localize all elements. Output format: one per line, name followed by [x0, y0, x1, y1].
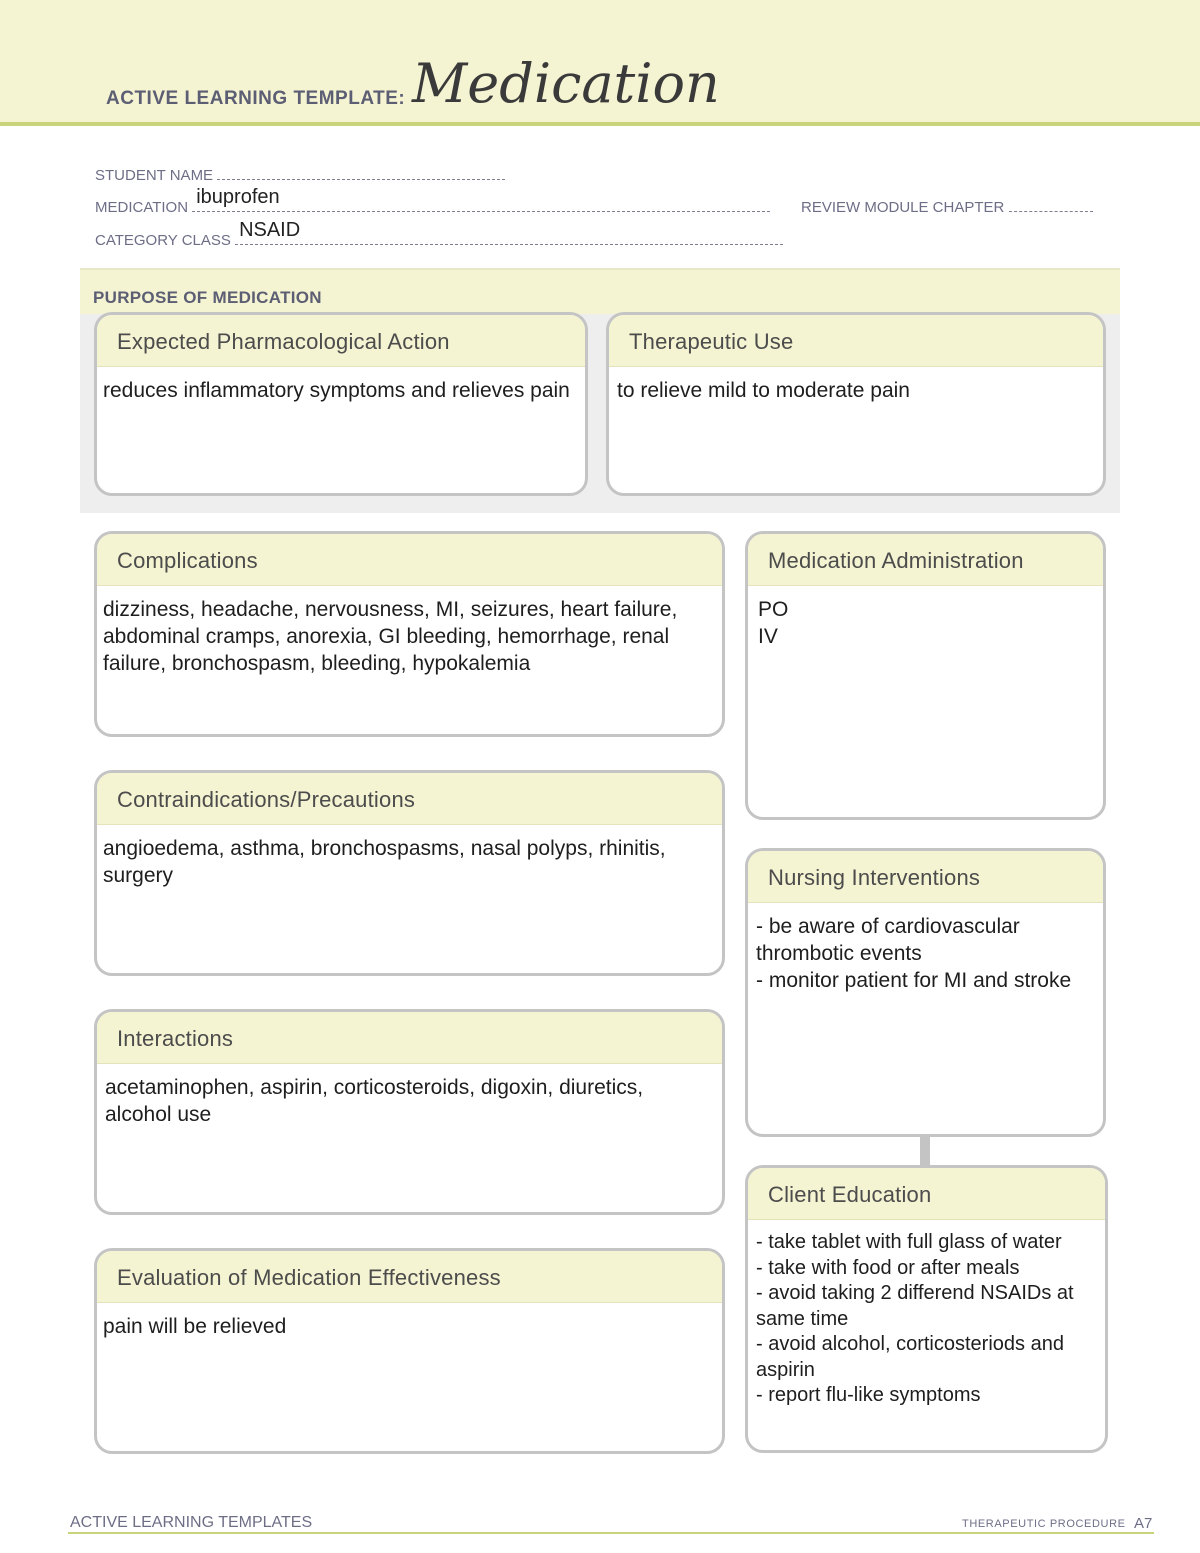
client-education-line: - take with food or after meals: [756, 1256, 1020, 1279]
nursing-box: [745, 848, 1106, 1137]
administration-text[interactable]: [748, 586, 1103, 650]
category-class-value: NSAID: [239, 219, 301, 241]
medication-label: MEDICATION: [95, 199, 189, 216]
medication-input[interactable]: [192, 186, 770, 212]
expected-action-heading: Expected Pharmacological Action: [97, 315, 585, 367]
page-header: [0, 0, 1200, 126]
student-name-field: [95, 165, 505, 184]
purpose-title: PURPOSE OF MEDICATION: [93, 288, 322, 307]
medication-field: [95, 186, 770, 216]
medication-value: ibuprofen: [196, 186, 280, 208]
client-education-line: - report flu-like symptoms: [756, 1384, 981, 1406]
client-education-line: - avoid alcohol, corticosteriods and aspirin: [756, 1333, 1064, 1381]
category-class-field: [95, 219, 783, 249]
therapeutic-use-box: [606, 312, 1106, 496]
complications-heading: Complications: [97, 534, 722, 586]
client-education-line: - avoid taking 2 differend NSAIDs at same time: [756, 1282, 1074, 1330]
evaluation-heading: Evaluation of Medication Effectiveness: [97, 1251, 722, 1303]
evaluation-text[interactable]: pain will be relieved: [103, 1315, 287, 1338]
review-module-field: [801, 197, 1093, 216]
administration-heading: Medication Administration: [748, 534, 1103, 586]
nursing-heading: Nursing Interventions: [748, 851, 1103, 903]
student-name-label: STUDENT NAME: [95, 167, 214, 184]
therapeutic-use-text[interactable]: to relieve mild to moderate pain: [617, 379, 910, 402]
client-education-heading: Client Education: [748, 1168, 1105, 1220]
administration-line: PO: [758, 598, 789, 621]
nursing-line: - monitor patient for MI and stroke: [756, 969, 1072, 992]
administration-box: [745, 531, 1106, 820]
contraindications-heading: Contraindications/Precautions: [97, 773, 722, 825]
nursing-text[interactable]: [748, 903, 1103, 994]
student-name-input[interactable]: [217, 165, 505, 180]
interactions-box: [94, 1009, 725, 1215]
review-module-input[interactable]: [1009, 197, 1093, 212]
footer-divider: [68, 1532, 1154, 1534]
nursing-line: - be aware of cardiovascular thrombotic events: [756, 915, 1020, 965]
contraindications-text[interactable]: angioedema, asthma, bronchospasms, nasal polyps, rhinitis, surgery: [103, 837, 666, 887]
expected-action-text[interactable]: reduces inflammatory symptoms and relieves pain: [103, 379, 570, 402]
client-education-text[interactable]: [748, 1220, 1105, 1409]
interactions-text[interactable]: acetaminophen, aspirin, corticosteroids, digoxin, diuretics, alcohol use: [105, 1076, 644, 1126]
client-education-line: - take tablet with full glass of water: [756, 1231, 1062, 1253]
therapeutic-use-heading: Therapeutic Use: [609, 315, 1103, 367]
footer-left-label: ACTIVE LEARNING TEMPLATES: [70, 1514, 313, 1531]
template-label: ACTIVE LEARNING TEMPLATE:: [106, 88, 406, 109]
category-class-input[interactable]: [235, 219, 783, 245]
review-module-label: REVIEW MODULE CHAPTER: [801, 199, 1005, 216]
interactions-heading: Interactions: [97, 1012, 722, 1064]
page-title: Medication: [412, 52, 720, 115]
complications-box: [94, 531, 725, 737]
footer-right-label: THERAPEUTIC PROCEDURE: [962, 1518, 1126, 1530]
administration-line: IV: [758, 625, 778, 648]
complications-text[interactable]: dizziness, headache, nervousness, MI, seizures, heart failure, abdominal cramps, anorexia, GI bleeding, hemorrhage, renal failure, bronchospasm, bleeding, hypokalemia: [103, 598, 678, 675]
evaluation-box: [94, 1248, 725, 1454]
category-class-label: CATEGORY CLASS: [95, 232, 231, 249]
nursing-education-connector: [920, 1135, 930, 1165]
client-education-box: [745, 1165, 1108, 1453]
contraindications-box: [94, 770, 725, 976]
page-number: A7: [1134, 1515, 1153, 1532]
expected-action-box: [94, 312, 588, 496]
